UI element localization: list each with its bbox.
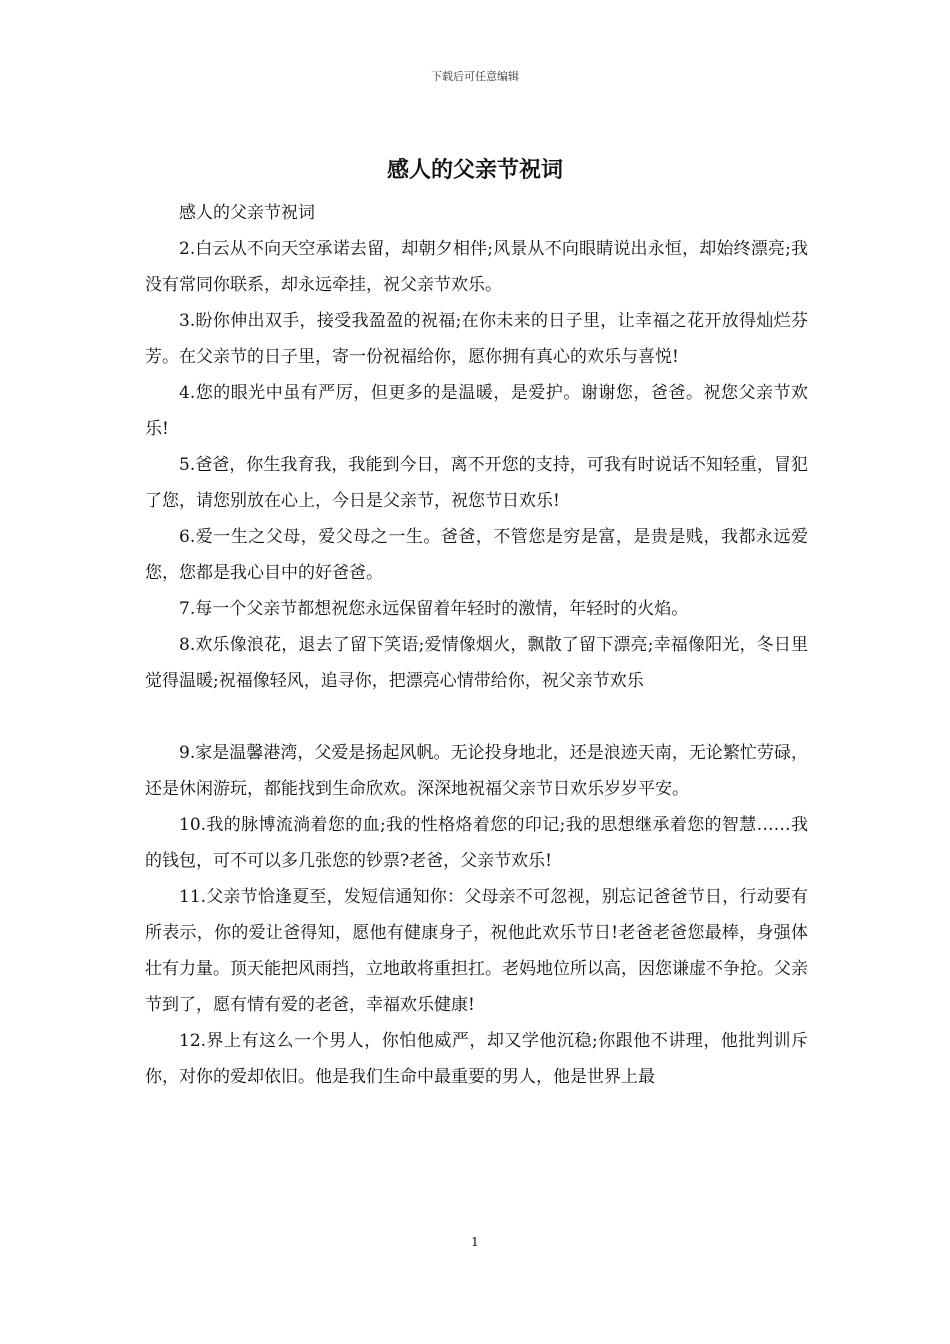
paragraph-10: 10.我的脉博流淌着您的血;我的性格烙着您的印记;我的思想继承着您的智慧……我的钱包，可不可以多几张您的钞票?老爸，父亲节欢乐! <box>145 815 808 871</box>
paragraph-4: 4.您的眼光中虽有严厉，但更多的是温暖，是爱护。谢谢您，爸爸。祝您父亲节欢乐! <box>145 383 808 439</box>
paragraph-8: 8.欢乐像浪花，退去了留下笑语;爱情像烟火，飘散了留下漂亮;幸福像阳光，冬日里觉得温暖;祝福像轻风，追寻你，把漂亮心情带给你，祝父亲节欢乐 <box>145 635 808 691</box>
paragraph-3: 3.盼你伸出双手，接受我盈盈的祝福;在你未来的日子里，让幸福之花开放得灿烂芬芳。在父亲节的日子里，寄一份祝福给你，愿你拥有真心的欢乐与喜悦! <box>145 311 808 367</box>
paragraph-2: 2.白云从不向天空承诺去留，却朝夕相伴;风景从不向眼睛说出永恒，却始终漂亮;我没有常同你联系，却永远牵挂，祝父亲节欢乐。 <box>145 239 808 295</box>
paragraph-12: 12.界上有这么一个男人，你怕他威严，却又学他沉稳;你跟他不讲理，他批判训斥你，对你的爱却依旧。他是我们生命中最重要的男人，他是世界上最 <box>145 1031 808 1087</box>
page-number: 1 <box>471 1235 479 1249</box>
paragraph-6: 6.爱一生之父母，爱父母之一生。爸爸，不管您是穷是富，是贵是贱，我都永远爱您，您都是我心目中的好爸爸。 <box>145 527 808 583</box>
paragraph-gap <box>145 699 808 735</box>
paragraph-5: 5.爸爸，你生我育我，我能到今日，离不开您的支持，可我有时说话不知轻重，冒犯了您，请您别放在心上，今日是父亲节，祝您节日欢乐! <box>145 455 808 511</box>
header-note: 下载后可任意编辑 <box>431 70 519 83</box>
document-body <box>145 195 808 1095</box>
paragraph-7: 7.每一个父亲节都想祝您永远保留着年轻时的激情，年轻时的火焰。 <box>179 599 689 619</box>
subtitle-paragraph: 感人的父亲节祝词 <box>179 203 315 223</box>
document-title: 感人的父亲节祝词 <box>386 158 563 183</box>
paragraph-9: 9.家是温馨港湾，父爱是扬起风帆。无论投身地北，还是浪迹天南，无论繁忙劳碌，还是休闲游玩，都能找到生命欣欢。深深地祝福父亲节日欢乐岁岁平安。 <box>145 743 808 799</box>
paragraph-11: 11.父亲节恰逢夏至，发短信通知你：父母亲不可忽视，别忘记爸爸节日，行动要有所表示，你的爱让爸得知，愿他有健康身子，祝他此欢乐节日!老爸老爸您最棒，身强体壮有力量。顶天能把风雨挡，立地敢将重担扛。老妈地位所以高，因您谦虚不争抢。父亲节到了，愿有情有爱的老爸，幸福欢乐健康! <box>145 887 808 1015</box>
